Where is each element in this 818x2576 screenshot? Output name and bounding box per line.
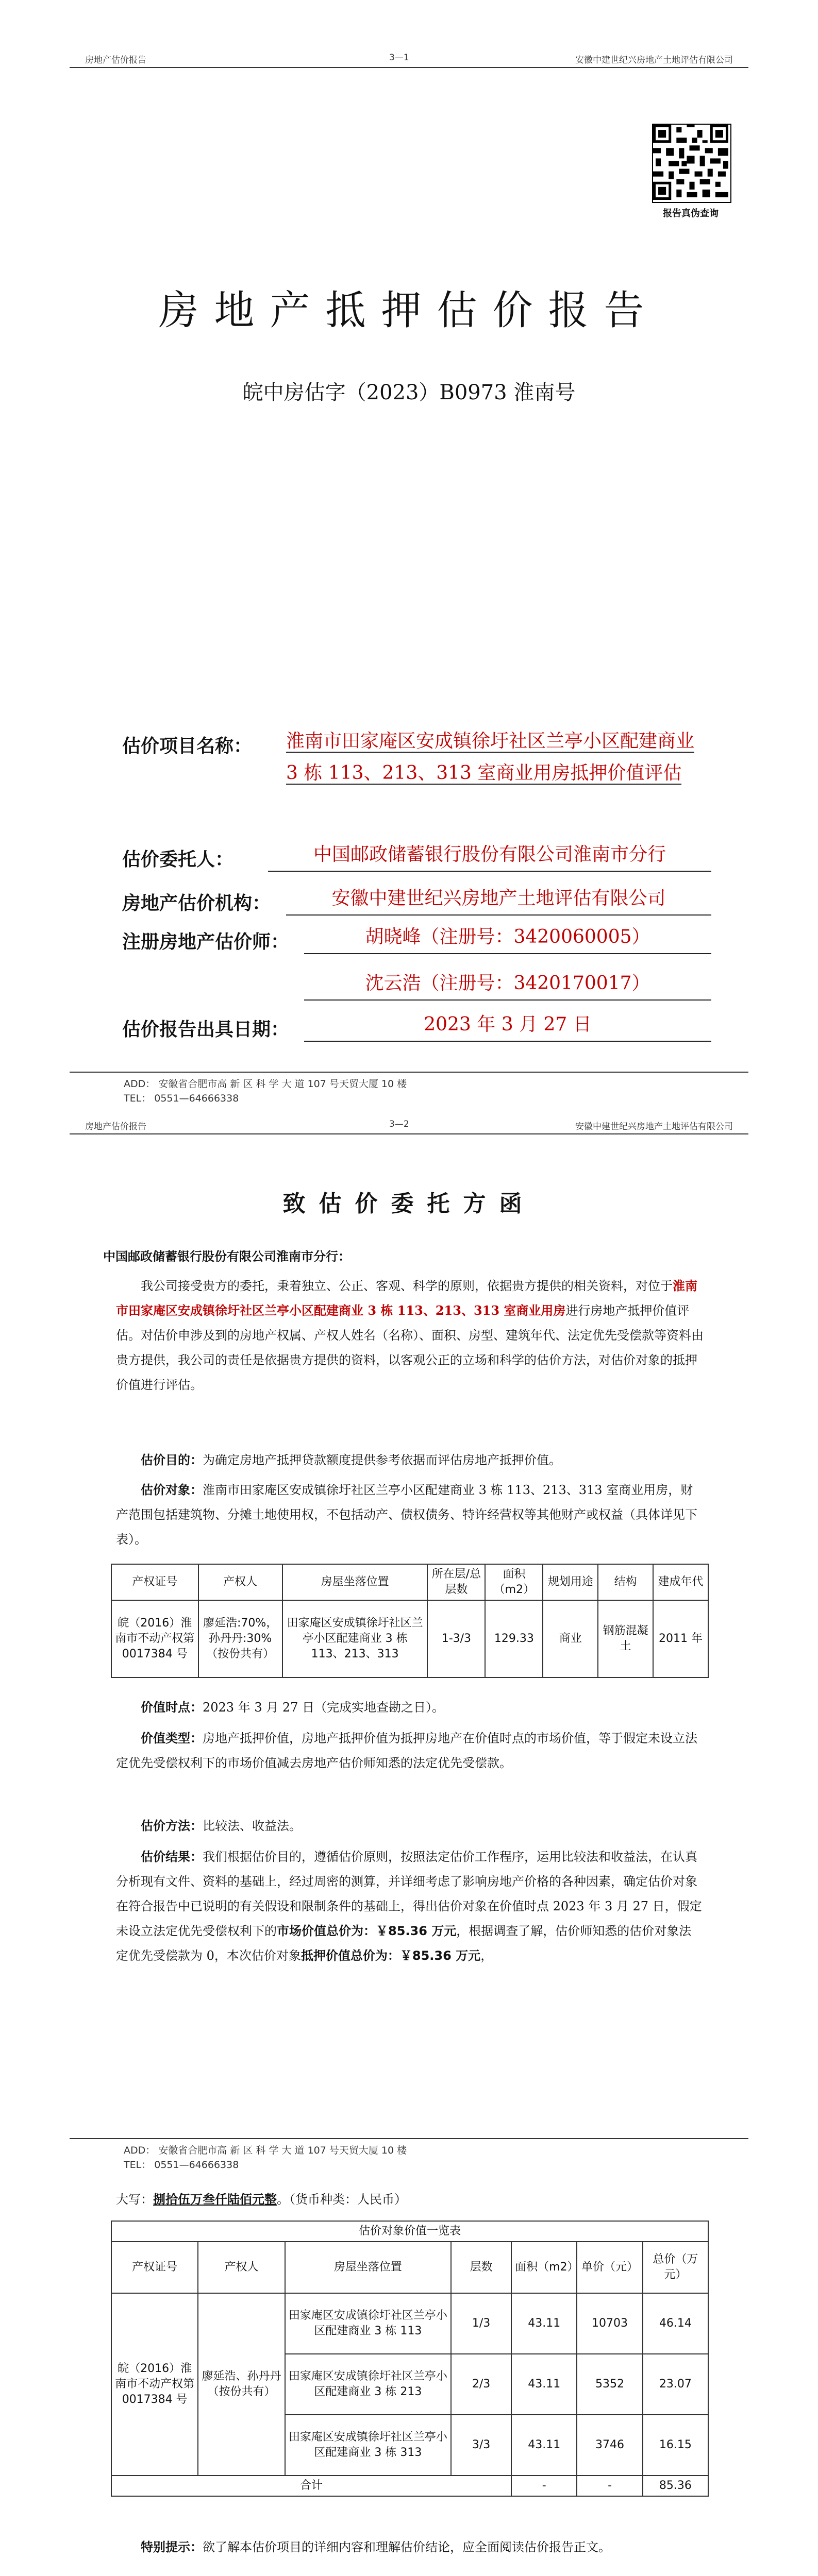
table-cell: 廖延浩:70%，孙丹丹:30%（按份共有） <box>198 1600 282 1677</box>
appraiser-1: 胡晓峰（注册号：3420060005） <box>304 921 711 954</box>
page-footer <box>70 2138 748 2172</box>
page-header <box>70 1118 748 1134</box>
table-header-cell: 产权人 <box>198 1564 282 1600</box>
project-label: 估价项目名称： <box>122 736 253 757</box>
date-value: 2023 年 3 月 27 日 <box>304 1009 711 1042</box>
table-row <box>111 1600 708 1677</box>
table-cell: 43.11 <box>511 2293 577 2354</box>
table-row <box>111 2293 708 2354</box>
property-table <box>111 1564 709 1678</box>
table-cell: 85.36 <box>643 2476 708 2496</box>
header-right: 安徽中建世纪兴房地产土地评估有限公司 <box>575 55 733 65</box>
table-header-row <box>111 1564 708 1600</box>
table-cell: 商业 <box>543 1600 598 1677</box>
table-cell: 1/3 <box>451 2293 511 2354</box>
table-header-cell: 房屋坐落位置 <box>282 1564 428 1600</box>
table-cell: 5352 <box>577 2354 642 2415</box>
table-cell: 3/3 <box>451 2415 511 2476</box>
table-cell: 3746 <box>577 2415 642 2476</box>
table-header-cell: 结构 <box>598 1564 653 1600</box>
table-cell: 1-3/3 <box>427 1600 485 1677</box>
table-total-row <box>111 2476 708 2496</box>
value-type-paragraph: 价值类型：房地产抵押价值，房地产抵押价值为抵押房地产在价值时点的市场价值，等于假定未设立法定优先受偿权利下的市场价值减去房地产估价师知悉的法定优先受偿款。 <box>116 1731 697 1770</box>
table-cell: 皖（2016）淮南市不动产权第 0017384 号 <box>111 2293 198 2476</box>
table-cell: 10703 <box>577 2293 642 2354</box>
qr-code-icon[interactable] <box>652 124 731 203</box>
table-cell: 钢筋混凝土 <box>598 1600 653 1677</box>
table-cell: 16.15 <box>643 2415 708 2476</box>
method-paragraph: 估价方法：比较法、收益法。 <box>141 1819 302 1833</box>
client-label: 估价委托人： <box>122 849 234 870</box>
header-left: 房地产估价报告 <box>85 55 146 65</box>
table-cell: - <box>577 2476 642 2496</box>
footer-address: ADD： 安徽省合肥市高 新 区 科 学 大 道 107 号天贸大厦 10 楼 <box>124 1078 407 1090</box>
agency-value: 安徽中建世纪兴房地产土地评估有限公司 <box>286 883 711 916</box>
table-cell: 43.11 <box>511 2415 577 2476</box>
table-cell: 田家庵区安成镇徐圩社区兰亭小区配建商业 3 栋 113、213、313 <box>282 1600 428 1677</box>
table-header-cell: 产权证号 <box>111 1564 198 1600</box>
valuation-table <box>111 2221 709 2497</box>
client-value: 中国邮政储蓄银行股份有限公司淮南市分行 <box>268 839 711 872</box>
project-value: 淮南市田家庵区安成镇徐圩社区兰亭小区配建商业 3 栋 113、213、313 室商业用房抵押价值评估 <box>286 731 695 784</box>
footer-tel: TEL： 0551—64666338 <box>124 1093 239 1104</box>
table-cell: 田家庵区安成镇徐圩社区兰亭小区配建商业 3 栋 213 <box>285 2354 451 2415</box>
agency-label: 房地产估价机构： <box>122 893 271 914</box>
table-cell: 43.11 <box>511 2354 577 2415</box>
footer-address: ADD： 安徽省合肥市高 新 区 科 学 大 道 107 号天贸大厦 10 楼 <box>124 2145 407 2156</box>
table-header-cell: 产权证号 <box>111 2242 198 2293</box>
table-cell: 46.14 <box>643 2293 708 2354</box>
date-label: 估价报告出具日期： <box>122 1019 290 1040</box>
special-tip: 特别提示：欲了解本估价项目的详细内容和理解估价结论，应全面阅读估价报告正文。 <box>141 2540 611 2554</box>
header-left: 房地产估价报告 <box>85 1122 146 1132</box>
table-header-row <box>111 2242 708 2293</box>
table-header-cell: 建成年代 <box>653 1564 708 1600</box>
table-header-cell: 房屋坐落位置 <box>285 2242 451 2293</box>
value-date-paragraph: 价值时点：2023 年 3 月 27 日（完成实地查勘之日）。 <box>141 1700 445 1715</box>
table-cell: 皖（2016）淮南市不动产权第 0017384 号 <box>111 1600 198 1677</box>
header-page-number: 3—2 <box>389 1119 409 1129</box>
letter-title: 致估价委托方函 <box>282 1191 536 1217</box>
table-cell: 合计 <box>111 2476 511 2496</box>
header-page-number: 3—1 <box>389 53 409 63</box>
table-header-cell: 面积（m2） <box>511 2242 577 2293</box>
report-number: 皖中房估字（2023）B0973 淮南号 <box>242 381 576 404</box>
header-right: 安徽中建世纪兴房地产土地评估有限公司 <box>575 1122 733 1132</box>
capital-amount: 大写：捌拾伍万叁仟陆佰元整。（货币种类：人民币） <box>116 2192 407 2207</box>
table-cell: 2/3 <box>451 2354 511 2415</box>
table-header-cell: 面积（m2） <box>485 1564 543 1600</box>
table-cell: 2011 年 <box>653 1600 708 1677</box>
table-cell: - <box>511 2476 577 2496</box>
table-header-cell: 层数 <box>451 2242 511 2293</box>
table-header-cell: 单价（元） <box>577 2242 642 2293</box>
qr-caption: 报告真伪查询 <box>663 208 719 219</box>
addressee: 中国邮政储蓄银行股份有限公司淮南市分行： <box>103 1249 350 1264</box>
table-cell: 129.33 <box>485 1600 543 1677</box>
table-cell: 田家庵区安成镇徐圩社区兰亭小区配建商业 3 栋 313 <box>285 2415 451 2476</box>
appraiser-2: 沈云浩（注册号：3420170017） <box>304 968 711 1001</box>
cover-title: 房地产抵押估价报告 <box>158 287 660 334</box>
footer-tel: TEL： 0551—64666338 <box>124 2159 239 2171</box>
table-cell: 23.07 <box>643 2354 708 2415</box>
table-header-cell: 产权人 <box>198 2242 285 2293</box>
table-caption-row <box>111 2221 708 2242</box>
table-header-cell: 所在层/总层数 <box>427 1564 485 1600</box>
table-header-cell: 总价（万元） <box>643 2242 708 2293</box>
result-paragraph: 估价结果：我们根据估价目的，遵循估价原则，按照法定估价工作程序，运用比较法和收益法，在认真分析现有文件、资料的基础上，经过周密的测算，并详细考虑了影响房地产价格的各种因素，确定估价对象在符合报告中已说明的有关假设和限制条件的基础上，得出估价对象在价值时点 2023 年 3 月 27 日，假定未设立法定优先受偿权利下的市场价值总价为：￥85.36 万元，根据调查了解，估价师知悉的估价对象法定优先受偿款为 0，本次估价对象抵押价值总价为：￥85.36 万元， <box>116 1850 702 1963</box>
page-footer <box>70 1072 748 1106</box>
letter-paragraph-1: 我公司接受贵方的委托，秉着独立、公正、客观、科学的原则，依据贵方提供的相关资料，对位于淮南市田家庵区安成镇徐圩社区兰亭小区配建商业 3 栋 113、213、313 室商业用房进行房地产抵押价值评估。对估价申涉及到的房地产权属、产权人姓名（名称）、面积、房型、建筑年代、法定优先受偿款等资料由贵方提供，我公司的责任是依据贵方提供的资料，以客观公正的立场和科学的估价方法，对估价对象的抵押价值进行评估。 <box>116 1278 704 1392</box>
appraiser-label: 注册房地产估价师： <box>122 931 290 953</box>
page-header <box>70 52 748 68</box>
table-caption: 估价对象价值一览表 <box>111 2221 708 2242</box>
object-paragraph: 估价对象：淮南市田家庵区安成镇徐圩社区兰亭小区配建商业 3 栋 113、213、313 室商业用房，财产范围包括建筑物、分摊土地使用权，不包括动产、债权债务、特许经营权等其他财产或权益（具体详见下表）。 <box>116 1483 697 1547</box>
purpose-paragraph: 估价目的：为确定房地产抵押贷款额度提供参考依据而评估房地产抵押价值。 <box>141 1453 561 1467</box>
table-cell: 田家庵区安成镇徐圩社区兰亭小区配建商业 3 栋 113 <box>285 2293 451 2354</box>
table-cell: 廖延浩、孙丹丹（按份共有） <box>198 2293 285 2476</box>
table-header-cell: 规划用途 <box>543 1564 598 1600</box>
